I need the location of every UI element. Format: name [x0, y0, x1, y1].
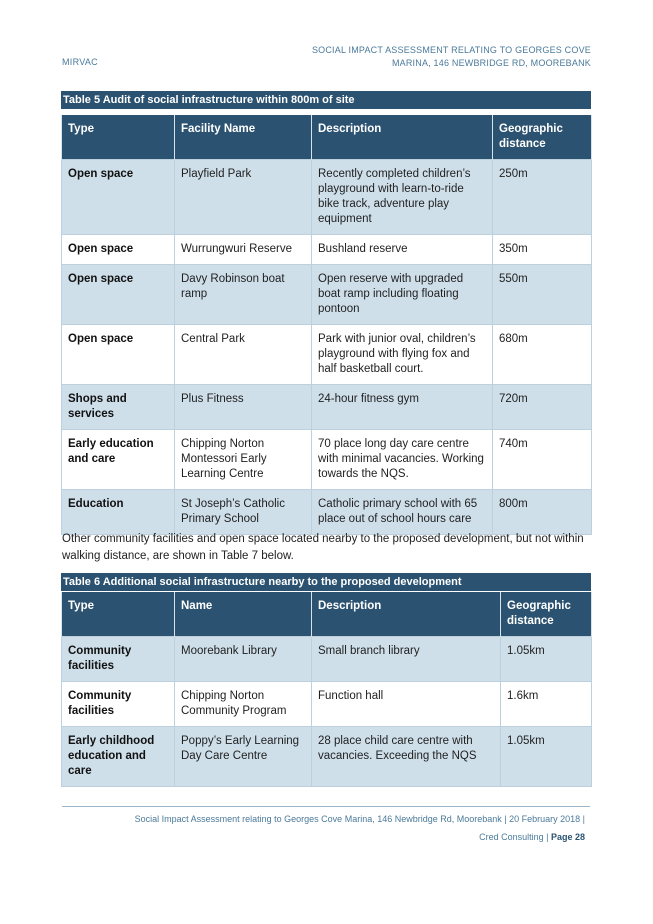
cell-name: Moorebank Library [175, 637, 312, 682]
cell-description: 28 place child care centre with vacancies. Exceeding the NQS [312, 727, 501, 787]
cell-description: 70 place long day care centre with minimal vacancies. Working towards the NQS. [312, 430, 493, 490]
cell-name: St Joseph’s Catholic Primary School [175, 490, 312, 535]
table5-header-row [62, 115, 592, 160]
cell-distance: 550m [493, 265, 592, 325]
cell-distance: 800m [493, 490, 592, 535]
company-name: MIRVAC [62, 57, 98, 67]
cell-distance: 720m [493, 385, 592, 430]
table-row [62, 430, 592, 490]
cell-type: Open space [62, 160, 175, 235]
cell-name: Poppy’s Early Learning Day Care Centre [175, 727, 312, 787]
table-row [62, 682, 592, 727]
table-row [62, 325, 592, 385]
cell-distance: 1.6km [501, 682, 592, 727]
footer-page-info [479, 832, 585, 842]
cell-type: Early education and care [62, 430, 175, 490]
footer-divider [62, 806, 590, 807]
body-paragraph: Other community facilities and open space located nearby to the proposed development, but not within walking distance, are shown in Table 7 below. [62, 533, 584, 562]
table6 [61, 592, 592, 787]
cell-description: Bushland reserve [312, 235, 493, 265]
cell-distance: 350m [493, 235, 592, 265]
cell-description: Catholic primary school with 65 place out of school hours care [312, 490, 493, 535]
cell-name: Chipping Norton Montessori Early Learning Centre [175, 430, 312, 490]
table-row [62, 727, 592, 787]
table5-col-type: Type [62, 115, 175, 160]
cell-type: Education [62, 490, 175, 535]
cell-description: 24-hour fitness gym [312, 385, 493, 430]
cell-description: Function hall [312, 682, 501, 727]
footer-author: Cred Consulting [479, 832, 544, 842]
cell-description: Small branch library [312, 637, 501, 682]
document-title [312, 44, 591, 70]
cell-name: Central Park [175, 325, 312, 385]
table6-caption: Table 6 Additional social infrastructure nearby to the proposed development [61, 573, 591, 591]
table6-header-row [62, 592, 592, 637]
table-row [62, 265, 592, 325]
cell-name: Wurrungwuri Reserve [175, 235, 312, 265]
cell-distance: 740m [493, 430, 592, 490]
table6-col-type: Type [62, 592, 175, 637]
table-row [62, 160, 592, 235]
document-title-line1: SOCIAL IMPACT ASSESSMENT RELATING TO GEORGES COVE [311, 45, 591, 55]
footer-citation: Social Impact Assessment relating to Georges Cove Marina, 146 Newbridge Rd, Moorebank | 20 February 2018 | [134, 814, 585, 824]
table-row [62, 490, 592, 535]
cell-description: Open reserve with upgraded boat ramp including floating pontoon [312, 265, 493, 325]
cell-description: Recently completed children’s playground with learn-to-ride bike track, adventure play equipment [312, 160, 493, 235]
cell-name: Davy Robinson boat ramp [175, 265, 312, 325]
cell-type: Community facilities [62, 682, 175, 727]
cell-description: Park with junior oval, children’s playground with flying fox and half basketball court. [312, 325, 493, 385]
cell-type: Open space [62, 235, 175, 265]
cell-distance: 680m [493, 325, 592, 385]
cell-name: Playfield Park [175, 160, 312, 235]
page-number: Page 28 [550, 832, 585, 842]
cell-distance: 1.05km [501, 637, 592, 682]
table5 [61, 115, 592, 535]
footer-separator: | [543, 832, 551, 842]
cell-type: Open space [62, 325, 175, 385]
table5-col-name: Facility Name [175, 115, 312, 160]
table-row [62, 385, 592, 430]
table5-caption: Table 5 Audit of social infrastructure within 800m of site [61, 91, 591, 109]
cell-type: Early childhood education and care [62, 727, 175, 787]
table6-col-description: Description [312, 592, 501, 637]
table-row [62, 637, 592, 682]
cell-distance: 250m [493, 160, 592, 235]
table6-col-distance: Geographic distance [501, 592, 592, 637]
document-title-line2: MARINA, 146 NEWBRIDGE RD, MOOREBANK [391, 58, 591, 68]
table6-col-name: Name [175, 592, 312, 637]
table5-col-distance: Geographic distance [493, 115, 592, 160]
cell-distance: 1.05km [501, 727, 592, 787]
cell-name: Plus Fitness [175, 385, 312, 430]
table5-col-description: Description [312, 115, 493, 160]
cell-type: Shops and services [62, 385, 175, 430]
cell-type: Community facilities [62, 637, 175, 682]
cell-type: Open space [62, 265, 175, 325]
table-row [62, 235, 592, 265]
cell-name: Chipping Norton Community Program [175, 682, 312, 727]
